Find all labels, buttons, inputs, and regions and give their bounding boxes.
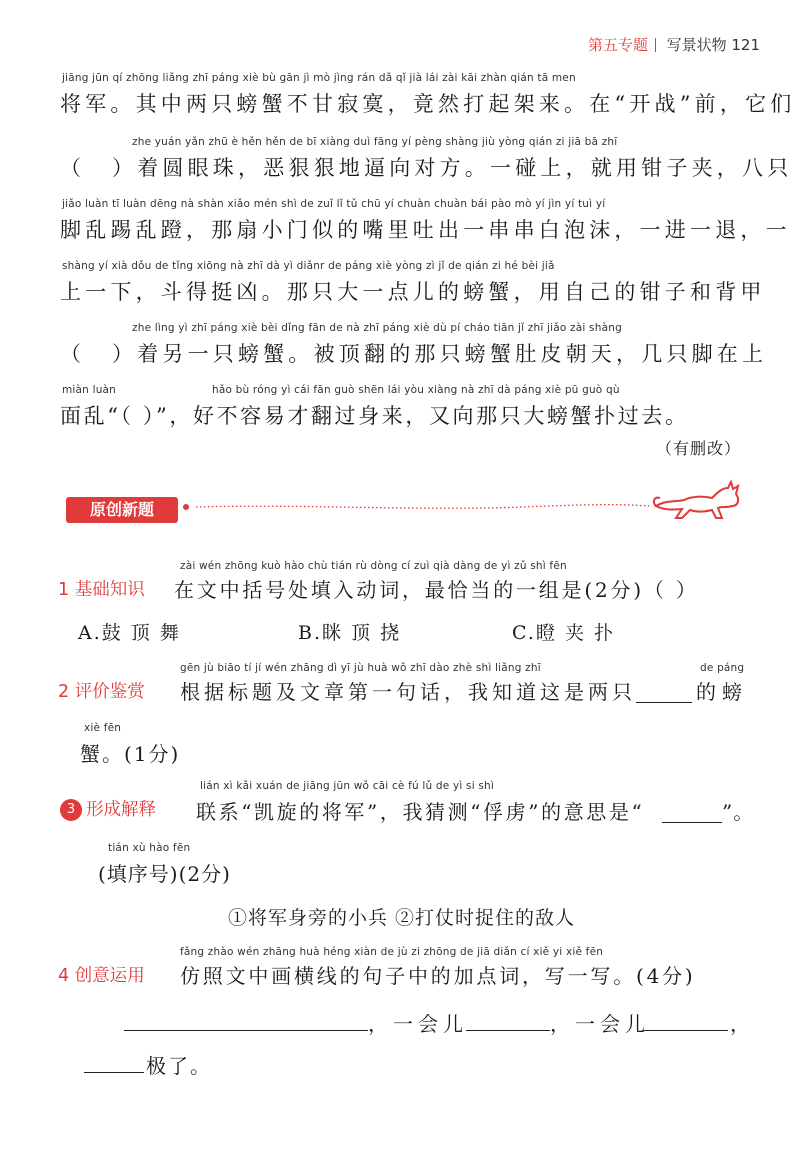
q4-text: 仿照文中画横线的句子中的加点词，写一写。(4分) xyxy=(180,964,696,988)
q3-text-b: ”。 xyxy=(722,800,755,824)
q4-label: 4 创意运用 xyxy=(58,966,145,986)
q4-blank-3[interactable] xyxy=(644,1030,728,1031)
passage-line-6: 面乱“（ ）”，好不容易才翻过身来，又向那只大螃蟹扑过去。 xyxy=(60,404,689,428)
q3-pinyin: lián xì kǎi xuán de jiāng jūn wǒ cāi cè fú lǔ de yì si shì xyxy=(200,780,495,792)
page-number: 121 xyxy=(731,36,760,54)
q2-label: 2 评价鉴赏 xyxy=(58,682,145,702)
q2-text-a: 根据标题及文章第一句话，我知道这是两只 xyxy=(180,680,636,704)
passage-line-3: 脚乱踢乱蹬，那扇小门似的嘴里吐出一串串白泡沫，一进一退，一 xyxy=(60,218,791,242)
q3-label-wrap xyxy=(60,796,156,821)
pinyin-line-4: shàng yí xià dǒu de tǐng xiōng nà zhī dà yì diǎnr de páng xiè yòng zì jǐ de qián zi hé bèi jiǎ xyxy=(62,260,555,272)
pinyin-line-6a: miàn luàn xyxy=(62,384,117,396)
pinyin-line-3: jiǎo luàn tī luàn dēng nà shàn xiǎo mén shì de zuǐ lǐ tǔ chū yí chuàn chuàn bái pào mò yí jìn yí tuì yí xyxy=(62,198,606,210)
q3-answer-blank[interactable] xyxy=(662,822,722,823)
dotted-divider xyxy=(182,502,652,512)
q3-number-badge: 3 xyxy=(60,799,82,821)
q1-option-b: B.眯 顶 挠 xyxy=(298,622,402,644)
header-topic: 第五专题 xyxy=(587,36,648,54)
q2-pinyin: gēn jù biāo tí jí wén zhāng dì yī jù huà wǒ zhī dào zhè shì liǎng zhī xyxy=(180,662,541,674)
cat-icon xyxy=(652,476,742,522)
passage-line-2-open: （ xyxy=(60,156,86,180)
header-title: 写景状物 xyxy=(666,36,727,54)
q2-pinyin-end: de páng xyxy=(700,662,745,674)
page-header xyxy=(588,34,760,55)
q1-label: 1 基础知识 xyxy=(58,580,145,600)
q2-text-b: 的螃 xyxy=(696,680,748,704)
q4-fill-1: ，一会儿 xyxy=(368,1012,468,1036)
edit-note: （有删改） xyxy=(656,439,742,458)
passage-line-2: ）着圆眼珠，恶狠狠地逼向对方。一碰上，就用钳子夹，八只 xyxy=(112,156,793,180)
passage-line-1: 将军。其中两只螃蟹不甘寂寞，竟然打起架来。在“开战”前，它们 xyxy=(60,92,796,116)
q3-text-a: 联系“凯旋的将军”，我猜测“俘虏”的意思是“ xyxy=(196,800,645,824)
pinyin-line-5: zhe lìng yì zhī páng xiè bèi dǐng fān de nà zhī páng xiè dù pí cháo tiān jǐ zhī jiǎo zài shàng xyxy=(132,322,622,334)
q2-pinyin-2: xiè fēn xyxy=(84,722,122,734)
q1-option-a: A.鼓 顶 舞 xyxy=(78,622,181,644)
q1-option-c: C.瞪 夹 扑 xyxy=(512,622,615,644)
q3-label: 形成解释 xyxy=(86,800,156,820)
passage-line-5: ）着另一只螃蟹。被顶翻的那只螃蟹肚皮朝天，几只脚在上 xyxy=(112,342,768,366)
q4-fill-3: ， xyxy=(730,1012,755,1036)
q4-blank-4[interactable] xyxy=(84,1072,144,1073)
q1-text: 在文中括号处填入动词，最恰当的一组是(2分)（ ） xyxy=(174,578,699,602)
q4-fill-4: 极了。 xyxy=(146,1054,212,1078)
q2-text-2: 蟹。(1分) xyxy=(80,742,181,766)
pinyin-line-2: zhe yuán yǎn zhū è hěn hěn de bī xiàng duì fāng yí pèng shàng jiù yòng qián zi jiā bā zhī xyxy=(132,136,618,148)
pinyin-line-6b: hǎo bù róng yì cái fān guò shēn lái yòu xiàng nà zhī dà páng xiè pū guò qù xyxy=(212,384,620,396)
q2-answer-blank[interactable] xyxy=(636,702,692,703)
q4-blank-1[interactable] xyxy=(124,1030,368,1031)
section-banner: 原创新题 xyxy=(66,497,178,523)
q4-pinyin: fǎng zhào wén zhāng huà héng xiàn de jù zi zhōng de jiā diǎn cí xiě yi xiě fēn xyxy=(180,946,604,958)
q4-fill-2: ，一会儿 xyxy=(550,1012,650,1036)
header-divider xyxy=(655,38,656,52)
pinyin-line-1: jiāng jūn qí zhōng liǎng zhī páng xiè bù gān jì mò jìng rán dǎ qǐ jià lái zài kāi zhàn qián tā men xyxy=(62,72,576,84)
passage-line-5-open: （ xyxy=(60,342,86,366)
passage-line-4: 上一下，斗得挺凶。那只大一点儿的螃蟹，用自己的钳子和背甲 xyxy=(60,280,766,304)
q3-text-2: (填序号)(2分) xyxy=(98,862,231,886)
q1-pinyin: zài wén zhōng kuò hào chù tián rù dòng cí zuì qià dàng de yì zǔ shì fēn xyxy=(180,560,567,572)
q3-pinyin-2: tián xù hào fēn xyxy=(108,842,191,854)
q3-choices: ①将军身旁的小兵 ②打仗时捉住的敌人 xyxy=(228,907,576,929)
q4-blank-2[interactable] xyxy=(466,1030,550,1031)
